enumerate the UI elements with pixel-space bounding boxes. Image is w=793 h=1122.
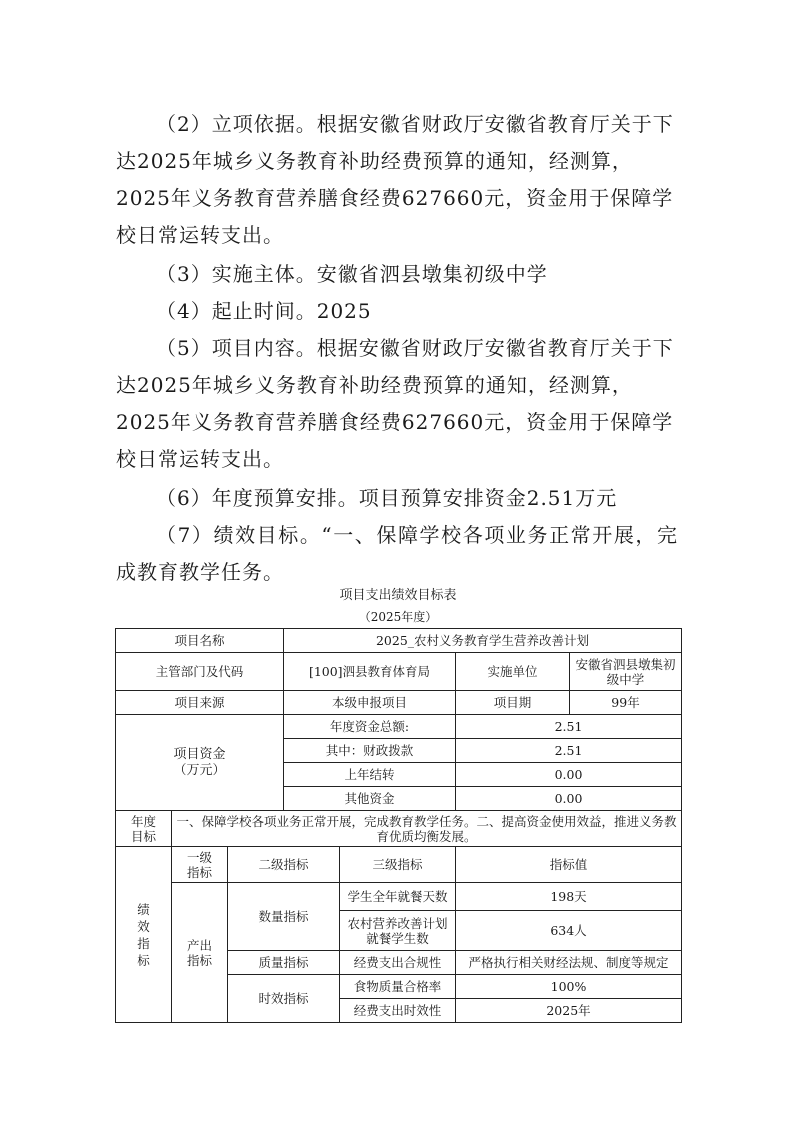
- paragraph-content: （5）项目内容。根据安徽省财政厅安徽省教育厅关于下达2025年城乡义务教育补助经费预算的通知，经测算，2025年义务教育营养膳食经费627660元，资金用于保障学校日常运转支出。: [116, 336, 674, 471]
- level2-header: 二级指标: [228, 847, 340, 883]
- carryover-value: 0.00: [456, 763, 682, 787]
- paragraph-budget: （6）年度预算安排。项目预算安排资金2.51万元: [156, 486, 618, 510]
- paragraph-basis: （2）立项依据。根据安徽省财政厅安徽省教育厅关于下达2025年城乡义务教育补助经费预算的通知，经测算，2025年义务教育营养膳食经费627660元，资金用于保障学校日常运转支出。: [116, 112, 674, 247]
- indicator-name: 经费支出合规性: [340, 951, 456, 975]
- timeliness-indicator-label: 时效指标: [228, 975, 340, 1023]
- output-indicator-label: 产出指标: [172, 883, 228, 1023]
- fiscal-funds-value: 2.51: [456, 739, 682, 763]
- total-funds-value: 2.51: [456, 715, 682, 739]
- level1-header: 一级指标: [172, 847, 228, 883]
- indicator-value: 2025年: [456, 999, 682, 1023]
- quantity-indicator-label: 数量指标: [228, 883, 340, 951]
- total-funds-label: 年度资金总额:: [284, 715, 456, 739]
- project-name-label: 项目名称: [116, 629, 284, 653]
- indicator-value: 严格执行相关财经法规、制度等规定: [456, 951, 682, 975]
- indicator-name: 农村营养改善计划就餐学生数: [340, 911, 456, 951]
- performance-goal-table: [115, 628, 682, 1023]
- source-label: 项目来源: [116, 691, 284, 715]
- annual-goal-text: 一、保障学校各项业务正常开展，完成教育教学任务。二、提高资金使用效益，推进义务教育优质均衡发展。: [172, 811, 682, 847]
- period-label: 项目期: [456, 691, 570, 715]
- fiscal-funds-label: 其中：财政拨款: [284, 739, 456, 763]
- annual-goal-label: 年度目标: [116, 811, 172, 847]
- funds-label: 项目资金（万元）: [116, 715, 284, 811]
- carryover-label: 上年结转: [284, 763, 456, 787]
- dept-label: 主管部门及代码: [116, 653, 284, 691]
- table-title: 项目支出绩效目标表: [339, 588, 457, 603]
- dept-value: [100]泗县教育体育局: [284, 653, 456, 691]
- paragraph-period: （4）起止时间。2025: [156, 299, 372, 323]
- source-value: 本级申报项目: [284, 691, 456, 715]
- other-funds-label: 其他资金: [284, 787, 456, 811]
- level3-header: 三级指标: [340, 847, 456, 883]
- indicator-value-header: 指标值: [456, 847, 682, 883]
- quality-indicator-label: 质量指标: [228, 951, 340, 975]
- indicator-name: 学生全年就餐天数: [340, 883, 456, 911]
- table-subtitle: （2025年度）: [358, 610, 438, 624]
- indicator-name: 经费支出时效性: [340, 999, 456, 1023]
- indicator-value: 634人: [456, 911, 682, 951]
- perf-indicator-label: 绩效指标: [116, 847, 172, 1023]
- indicator-value: 100%: [456, 975, 682, 999]
- indicator-name: 食物质量合格率: [340, 975, 456, 999]
- other-funds-value: 0.00: [456, 787, 682, 811]
- paragraph-subject: （3）实施主体。安徽省泗县墩集初级中学: [156, 262, 548, 286]
- project-name-value: 2025_农村义务教育学生营养改善计划: [284, 629, 682, 653]
- period-value: 99年: [570, 691, 682, 715]
- indicator-value: 198天: [456, 883, 682, 911]
- paragraph-goal: （7）绩效目标。“一、保障学校各项业务正常开展，完成教育教学任务。: [116, 523, 678, 584]
- impl-label: 实施单位: [456, 653, 570, 691]
- impl-value: 安徽省泗县墩集初级中学: [570, 653, 682, 691]
